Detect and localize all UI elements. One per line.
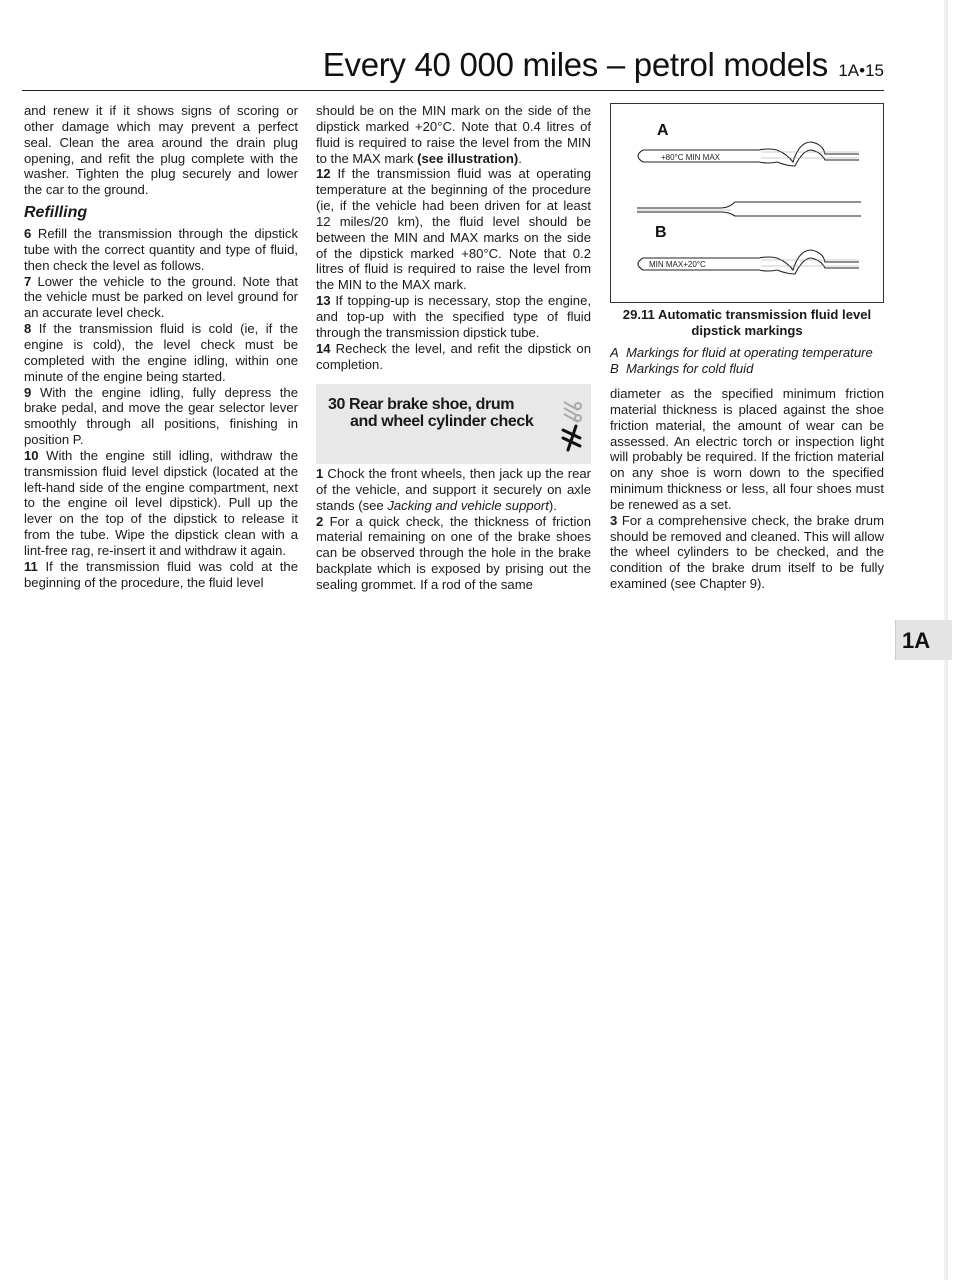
figure-label-a: A [657, 122, 669, 139]
section-title-line-2: and wheel cylinder check [350, 413, 534, 430]
illustration-ref: (see illustration) [417, 150, 519, 166]
paragraph-continued-col3: diameter as the specified minimum friction material thickness is placed against the shoe friction material, the amount of wear can be assessed. An electric torch or inspection light will probably be required. If the friction material on any shoe is worn down to the specified minimum thickness or less, all four shoes must be renewed as a set. [610, 386, 884, 512]
step-8: 8 If the transmission fluid is cold (ie, if the engine is cold), the level check must be completed with the engine idling, within one minute of the engine being started. [24, 321, 298, 384]
column-2 [316, 103, 591, 372]
section-30-step-3: 3 For a comprehensive check, the brake drum should be removed and cleaned. This will allow the wheel cylinders to be checked, and the condition of the brake drum itself to be fully examined (see Chapter 9). [610, 512, 884, 592]
dipstick-illustration [610, 103, 884, 303]
dipstick-rod [637, 202, 861, 216]
legend-item-b: B Markings for cold fluid [610, 361, 754, 376]
section-heading-box [316, 384, 591, 464]
chapter-tab-label: 1A [902, 628, 931, 653]
dipstick-a-markings: +80°C MIN MAX [661, 153, 720, 162]
step-11: 11 If the transmission fluid was cold at the beginning of the procedure, the fluid level [24, 558, 298, 590]
section-30-step-2: 2 For a quick check, the thickness of friction material remaining on one of the brake shoes can be observed through the hole in the brake backplate which is exposed by prising out the sealing grommet. If a rod of the same [316, 513, 591, 592]
figure-caption: 29.11 Automatic transmission fluid level dipstick markings [622, 307, 872, 338]
step-10: 10 With the engine still idling, withdraw the transmission fluid level dipstick (located at the left-hand side of the engine compartment, next to the engine oil level dipstick). Pull up the lever on the top of the dipstick to release it from the tube. Wipe the dipstick clean with a lint-free rag, re-insert it and withdraw it again. [24, 447, 298, 558]
spanner-difficulty-icon [558, 394, 586, 452]
figure-label-b: B [655, 224, 667, 241]
section-title-line-1: 30 Rear brake shoe, drum [328, 396, 515, 413]
step-13: 13 If topping-up is necessary, stop the engine, and top-up with the specified type of fluid through the transmission dipstick tube. [316, 293, 591, 340]
step-14: 14 Recheck the level, and refit the dipstick on completion. [316, 340, 591, 372]
step-9: 9 With the engine idling, fully depress the brake pedal, and move the gear selector lever smoothly through all positions, finishing in position P. [24, 384, 298, 448]
figure-legend [610, 345, 890, 377]
column-1 [24, 103, 298, 590]
section-title [328, 396, 543, 430]
subheading-refilling: Refilling [24, 204, 88, 222]
paragraph-continued: should be on the MIN mark on the side of the dipstick marked +20°C. Note that 0.4 litres of fluid is required to raise the level from the MIN to the MAX mark (see illustration). [316, 103, 591, 166]
column-3 [610, 386, 884, 592]
step-12: 12 If the transmission fluid was at operating temperature at the beginning of the procedure (ie, if the vehicle had been driven for at least 12 miles/20 km), the fluid level should be between the MIN and MAX marks on the side of the dipstick marked +80°C. Note that 0.2 litres of fluid is required to raise the level from the MIN to the MAX mark. [316, 166, 592, 293]
step-6: 6 Refill the transmission through the dipstick tube with the correct quantity and type of fluid, then check the level as follows. [24, 226, 298, 273]
page-header [22, 44, 884, 91]
dipstick-b-markings: MIN MAX+20°C [649, 260, 706, 269]
chapter-tab [895, 620, 952, 660]
dipstick-drawing [611, 104, 883, 302]
section-30-step-1: 1 Chock the front wheels, then jack up the rear of the vehicle, and support it securely on axle stands (see Jacking and vehicle support). [316, 466, 591, 513]
step-7: 7 Lower the vehicle to the ground. Note that the vehicle must be parked on level ground for an accurate level check. [24, 273, 298, 321]
page-number: 1A•15 [838, 61, 884, 80]
paragraph-intro: and renew it if it shows signs of scoring or other damage which may prevent a perfect seal. Clean the area around the drain plug opening, and refit the plug complete with the washer. Tighten the plug securely and lower the car to the ground. [24, 103, 298, 198]
column-2-section-30 [316, 466, 591, 593]
page-title: Every 40 000 miles – petrol models [322, 46, 828, 83]
legend-item-a: A Markings for fluid at operating temperature [610, 345, 873, 360]
